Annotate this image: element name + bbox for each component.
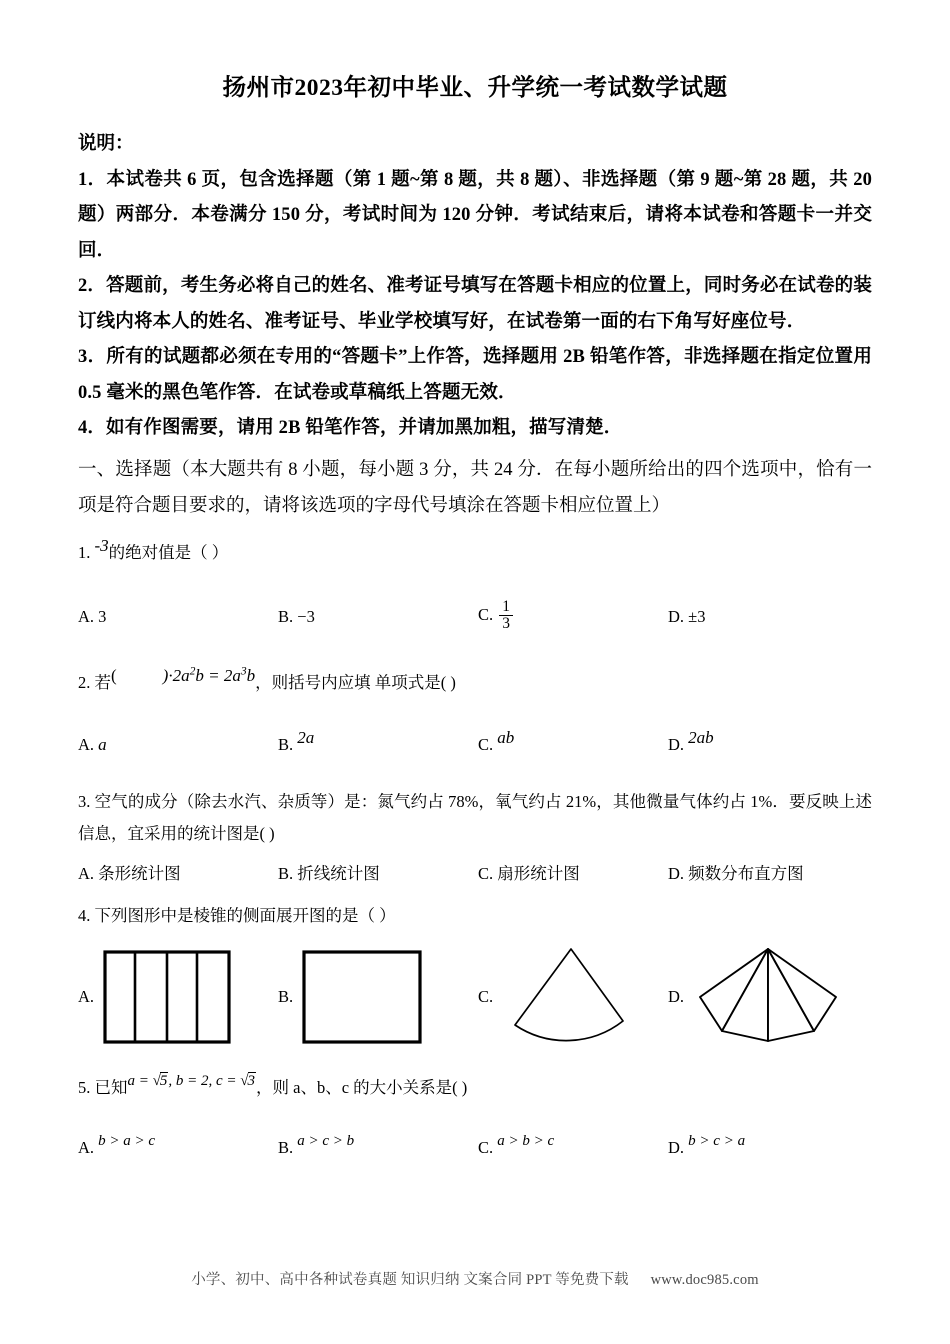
pyramid-net-fan-icon bbox=[692, 945, 844, 1049]
option-text: b > c > a bbox=[688, 1132, 746, 1149]
question-4-stem bbox=[78, 901, 872, 931]
question-2-options bbox=[78, 729, 872, 761]
option-text: 3 bbox=[98, 606, 107, 626]
question-3-option-d[interactable] bbox=[668, 859, 872, 890]
option-label: D. bbox=[668, 606, 685, 626]
instructions-heading: 说明： bbox=[78, 134, 134, 155]
question-5-stem bbox=[78, 1073, 872, 1103]
option-label: B. bbox=[278, 734, 294, 754]
question-2-text: ，则括号内应填 单项式是( ) bbox=[255, 673, 456, 693]
question-3-stem bbox=[78, 786, 872, 850]
radicand: 5 bbox=[159, 1072, 168, 1089]
given-c: c = bbox=[215, 1072, 241, 1089]
instructions-block bbox=[78, 130, 872, 447]
option-text: −3 bbox=[297, 606, 315, 626]
section-heading-choice: 一、选择题（本大题共有 8 小题，每小题 3 分，共 24 分．在每小题所给出的四个选项中，恰有一项是符合题目要求的，请将该选项的字母代号填涂在答题卡相应位置上） bbox=[78, 459, 872, 516]
question-4-option-b[interactable] bbox=[278, 945, 478, 1049]
question-5-option-a[interactable] bbox=[78, 1133, 278, 1164]
option-text: a bbox=[98, 734, 107, 754]
question-3-text: 空气的成分（除去水汽、杂质等）是：氮气约占 78%，氧气约占 21%，其他微量气体约占 1%．要反映上述信息，宜采用的统计图是( ) bbox=[78, 792, 873, 844]
question-2-option-d[interactable] bbox=[668, 729, 872, 761]
question-5-givens bbox=[128, 1073, 257, 1089]
option-text: a > b > c bbox=[497, 1132, 555, 1149]
fraction-one-third bbox=[499, 599, 513, 633]
option-text: 条形统计图 bbox=[98, 863, 181, 883]
rectangle-with-vertical-divisions-icon bbox=[102, 949, 232, 1045]
expr-exponent-2: 3 bbox=[240, 664, 247, 678]
option-label: B. bbox=[278, 1137, 294, 1157]
question-3-option-b[interactable] bbox=[278, 859, 478, 890]
question-4 bbox=[78, 901, 872, 1049]
question-2-option-c[interactable] bbox=[478, 729, 668, 761]
fraction-denominator: 3 bbox=[499, 615, 513, 632]
option-text: 2a bbox=[297, 727, 315, 747]
given-a: a = bbox=[127, 1072, 153, 1089]
option-label: D. bbox=[668, 1137, 685, 1157]
question-2-number: 2. bbox=[78, 673, 91, 693]
instruction-item-4: 4．如有作图需要，请用 2B 铅笔作答，并请加黑加粗，描写清楚． bbox=[78, 418, 623, 439]
expr-exponent-1: 2 bbox=[189, 664, 196, 678]
question-3-options bbox=[78, 859, 872, 890]
option-text: 折线统计图 bbox=[297, 863, 380, 883]
expr-paren-open: ( bbox=[111, 666, 117, 686]
question-4-text: 下列图形中是棱锥的侧面展开图的是（ ） bbox=[94, 906, 396, 926]
option-label: C. bbox=[478, 863, 494, 883]
option-label: B. bbox=[278, 986, 294, 1006]
option-label: A. bbox=[78, 863, 95, 883]
instruction-item-1: 1．本试卷共 6 页，包含选择题（第 1 题~第 8 题，共 8 题）、非选择题（第 9 题~第 28 题，共 20 题）两部分．本卷满分 150 分，考试时间为 120 分钟．考试结束后，请将本试卷和答题卡一并交回． bbox=[78, 169, 872, 261]
option-text: ab bbox=[497, 727, 515, 747]
question-4-option-d[interactable] bbox=[668, 945, 872, 1049]
option-label: B. bbox=[278, 863, 294, 883]
option-label: D. bbox=[668, 734, 685, 754]
option-label: D. bbox=[668, 986, 685, 1006]
question-5-option-d[interactable] bbox=[668, 1133, 872, 1164]
question-2-stem bbox=[78, 664, 872, 699]
instruction-item-2: 2．答题前，考生务必将自己的姓名、准考证号填写在答题卡相应的位置上，同时务必在试卷的装订线内将本人的姓名、准考证号、毕业学校填写好，在试卷第一面的右下角写好座位号． bbox=[78, 276, 872, 332]
question-3-number: 3. bbox=[78, 792, 91, 812]
radical-5: √5 bbox=[152, 1072, 168, 1089]
question-5-text: ，则 a、b、c 的大小关系是( ) bbox=[256, 1077, 468, 1097]
page-title: 扬州市2023年初中毕业、升学统一考试数学试题 bbox=[222, 75, 728, 101]
question-5-prefix: 已知 bbox=[94, 1077, 128, 1097]
option-label: D. bbox=[668, 863, 685, 883]
option-label: C. bbox=[478, 604, 494, 624]
question-1-option-a[interactable] bbox=[78, 602, 278, 633]
expr-mid: b = 2a bbox=[195, 666, 241, 686]
question-3-option-c[interactable] bbox=[478, 859, 668, 890]
option-label: A. bbox=[78, 734, 95, 754]
question-1-stem bbox=[78, 538, 872, 569]
question-5 bbox=[78, 1073, 872, 1164]
question-1-option-c[interactable] bbox=[478, 599, 668, 633]
radicand: 3 bbox=[247, 1072, 255, 1089]
instruction-item-3: 3．所有的试题都必须在专用的“答题卡”上作答，选择题用 2B 铅笔作答，非选择题在指定位置用 0.5 毫米的黑色笔作答．在试卷或草稿纸上答题无效． bbox=[78, 347, 872, 403]
question-2 bbox=[78, 664, 872, 760]
question-1-text: 的绝对值是（ ） bbox=[108, 543, 229, 563]
radical-3: √3 bbox=[240, 1072, 255, 1089]
question-2-option-a[interactable] bbox=[78, 729, 278, 761]
question-2-prefix: 若 bbox=[94, 673, 111, 693]
question-5-option-b[interactable] bbox=[278, 1133, 478, 1164]
option-label: C. bbox=[478, 734, 494, 754]
question-1-option-b[interactable] bbox=[278, 602, 478, 633]
question-3 bbox=[78, 786, 872, 889]
option-text: 频数分布直方图 bbox=[688, 863, 804, 883]
option-label: A. bbox=[78, 1137, 95, 1157]
option-label: A. bbox=[78, 606, 95, 626]
question-2-option-b[interactable] bbox=[278, 729, 478, 761]
option-text: a > c > b bbox=[297, 1132, 355, 1149]
question-2-expression bbox=[111, 666, 255, 685]
question-4-option-c[interactable] bbox=[478, 945, 668, 1049]
page-footer bbox=[0, 1268, 950, 1289]
question-4-option-a[interactable] bbox=[78, 945, 278, 1049]
option-text: 扇形统计图 bbox=[497, 863, 580, 883]
fraction-numerator: 1 bbox=[502, 597, 511, 615]
question-4-options bbox=[78, 945, 872, 1049]
question-3-option-a[interactable] bbox=[78, 859, 278, 890]
question-1-options bbox=[78, 599, 872, 633]
option-text: 2ab bbox=[688, 727, 714, 747]
question-1-option-d[interactable] bbox=[668, 602, 872, 633]
question-1-number: 1. bbox=[78, 543, 91, 563]
given-b: , b = 2, bbox=[168, 1072, 216, 1089]
footer-url[interactable]: www.doc985.com bbox=[650, 1272, 759, 1288]
option-label: B. bbox=[278, 606, 294, 626]
option-text: b > a > c bbox=[98, 1132, 156, 1149]
circular-sector-icon bbox=[501, 945, 633, 1049]
question-5-option-c[interactable] bbox=[478, 1133, 668, 1164]
option-label: C. bbox=[478, 986, 494, 1006]
plain-rectangle-icon bbox=[301, 949, 423, 1045]
option-text: ±3 bbox=[688, 606, 706, 626]
option-label: A. bbox=[78, 986, 95, 1006]
footer-text: 小学、初中、高中各种试卷真题 知识归纳 文案合同 PPT 等免费下载 bbox=[191, 1272, 629, 1288]
option-label: C. bbox=[478, 1137, 494, 1157]
question-4-number: 4. bbox=[78, 906, 91, 926]
question-1-value: -3 bbox=[94, 536, 109, 556]
expr-tail: b bbox=[246, 666, 256, 686]
question-5-number: 5. bbox=[78, 1077, 91, 1097]
question-5-options bbox=[78, 1133, 872, 1164]
question-1 bbox=[78, 538, 872, 632]
expr-close: )·2a bbox=[162, 666, 190, 686]
